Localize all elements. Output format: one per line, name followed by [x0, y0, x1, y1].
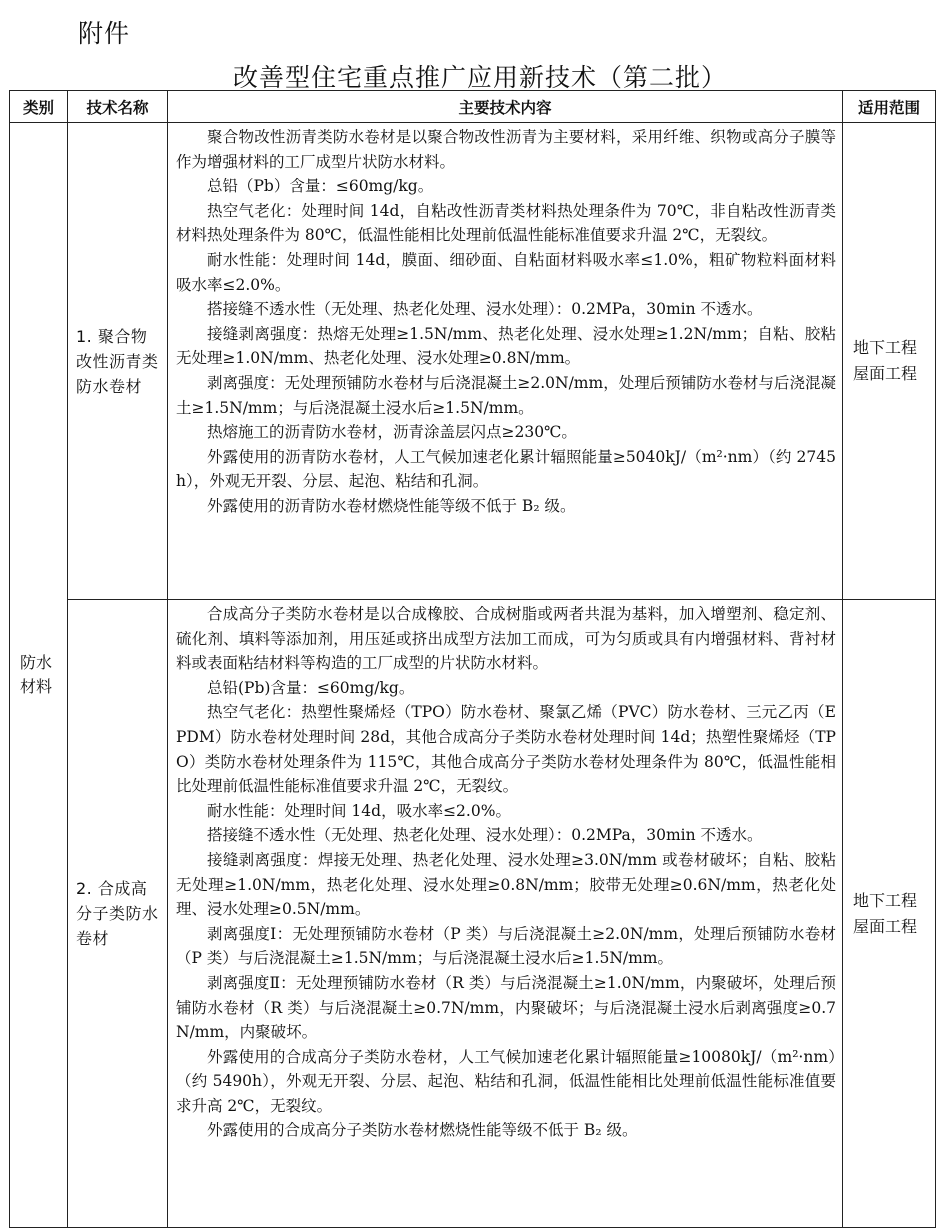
content-paragraph: 耐水性能：处理时间 14d，吸水率≤2.0%。: [207, 801, 511, 820]
content-paragraph: 热空气老化：热塑性聚烯烃（TPO）防水卷材、聚氯乙烯（PVC）防水卷材、三元乙丙（EPDM）防水卷材处理时间 28d，其他合成高分子类防水卷材处理时间 14d；热塑性聚烯烃（TPO）类防水卷材处理条件为 115℃，其他合成高分子类防水卷材处理条件为 80℃，低温性能相比处理前低温性能标准值要求升温 2℃，无裂纹。: [176, 703, 836, 796]
scope-item: 屋面工程: [853, 916, 918, 936]
table-row: [10, 123, 936, 600]
attachment-label: 附件: [78, 19, 131, 48]
table-row: [10, 600, 936, 1228]
scope-cell: [843, 600, 936, 1228]
content-paragraph: 总铅（Pb）含量：≤60mg/kg。: [207, 177, 434, 196]
content-paragraph: 外露使用的沥青防水卷材燃烧性能等级不低于 B₂ 级。: [207, 496, 576, 515]
technology-name-cell: [68, 600, 168, 1228]
content-paragraph: 搭接缝不透水性（无处理、热老化处理、浸水处理）：0.2MPa，30min 不透水。: [207, 826, 763, 845]
scope-item: 地下工程: [853, 338, 918, 357]
content-paragraph: 聚合物改性沥青类防水卷材是以聚合物改性沥青为主要材料，采用纤维、织物或高分子膜等作为增强材料的工厂成型片状防水材料。: [176, 128, 836, 171]
header-category: 类别: [10, 91, 68, 123]
content-paragraph: 合成高分子类防水卷材是以合成橡胶、合成树脂或两者共混为基料，加入增塑剂、稳定剂、硫化剂、填料等添加剂，用压延或挤出成型方法加工而成，可为匀质或具有内增强材料、背衬材料或表面粘结材料等构造的工厂成型的片状防水材料。: [176, 605, 836, 673]
content-paragraph: 外露使用的合成高分子类防水卷材燃烧性能等级不低于 B₂ 级。: [207, 1121, 638, 1140]
header-scope: 适用范围: [843, 91, 936, 123]
content-paragraph: 外露使用的合成高分子类防水卷材，人工气候加速老化累计辐照能量≥10080kJ/（m²·nm）（约 5490h），外观无开裂、分层、起泡、粘结和孔洞，低温性能相比处理前低温性能标准值要求升高 2℃，无裂纹。: [176, 1047, 836, 1115]
content-paragraph: 接缝剥离强度：热熔无处理≥1.5N/mm、热老化处理、浸水处理≥1.2N/mm；自粘、胶粘无处理≥1.0N/mm、热老化处理、浸水处理≥0.8N/mm。: [176, 324, 836, 368]
header-content: 主要技术内容: [168, 91, 843, 123]
content-paragraph: 剥离强度：无处理预铺防水卷材与后浇混凝土≥2.0N/mm，处理后预铺防水卷材与后浇混凝土≥1.5N/mm；与后浇混凝土浸水后≥1.5N/mm。: [176, 373, 836, 417]
content-paragraph: 剥离强度Ⅱ：无处理预铺防水卷材（R 类）与后浇混凝土≥1.0N/mm，内聚破坏，处理后预铺防水卷材（R 类）与后浇混凝土≥0.7N/mm，内聚破坏；与后浇混凝土浸水后剥离强度≥0.7N/mm，内聚破坏。: [176, 973, 836, 1042]
content-paragraph: 接缝剥离强度：焊接无处理、热老化处理、浸水处理≥3.0N/mm 或卷材破坏；自粘、胶粘无处理≥1.0N/mm，热老化处理、浸水处理≥0.8N/mm；胶带无处理≥0.6N/mm，热老化处理、浸水处理≥0.5N/mm。: [176, 850, 836, 919]
technology-name-cell: [68, 123, 168, 600]
header-name: 技术名称: [68, 91, 168, 123]
content-paragraph: 搭接缝不透水性（无处理、热老化处理、浸水处理）：0.2MPa，30min 不透水。: [207, 300, 763, 319]
content-paragraph: 总铅(Pb)含量：≤60mg/kg。: [207, 678, 415, 697]
content-paragraph: 剥离强度Ⅰ：无处理预铺防水卷材（P 类）与后浇混凝土≥2.0N/mm，处理后预铺防水卷材（P 类）与后浇混凝土≥1.5N/mm；与后浇混凝土浸水后≥1.5N/mm。: [176, 924, 836, 968]
technology-table: [9, 90, 936, 1228]
scope-cell: [843, 123, 936, 600]
category-label: 防水材料: [20, 653, 53, 696]
table-header-row: [10, 91, 936, 123]
content-paragraph: 耐水性能：处理时间 14d，膜面、细砂面、自粘面材料吸水率≤1.0%，粗矿物粒料面材料吸水率≤2.0%。: [176, 250, 836, 294]
technology-name: 2. 合成高分子类防水卷材: [76, 879, 159, 948]
technology-name: 1. 聚合物改性沥青类防水卷材: [76, 326, 159, 396]
category-cell: [10, 123, 68, 1228]
content-paragraph: 热空气老化：处理时间 14d，自粘改性沥青类材料热处理条件为 70℃，非自粘改性沥青类材料热处理条件为 80℃，低温性能相比处理前低温性能标准值要求升温 2℃，无裂纹。: [176, 201, 836, 245]
content-paragraph: 外露使用的沥青防水卷材，人工气候加速老化累计辐照能量≥5040kJ/（m²·nm）（约 2745h），外观无开裂、分层、起泡、粘结和孔洞。: [176, 447, 836, 491]
technology-content-cell: [168, 600, 843, 1228]
content-paragraph: 热熔施工的沥青防水卷材，沥青涂盖层闪点≥230℃。: [207, 423, 577, 442]
document-title: 改善型住宅重点推广应用新技术（第二批）: [232, 63, 727, 92]
technology-content-cell: [168, 123, 843, 600]
scope-item: 地下工程: [853, 890, 918, 910]
scope-item: 屋面工程: [853, 364, 918, 383]
